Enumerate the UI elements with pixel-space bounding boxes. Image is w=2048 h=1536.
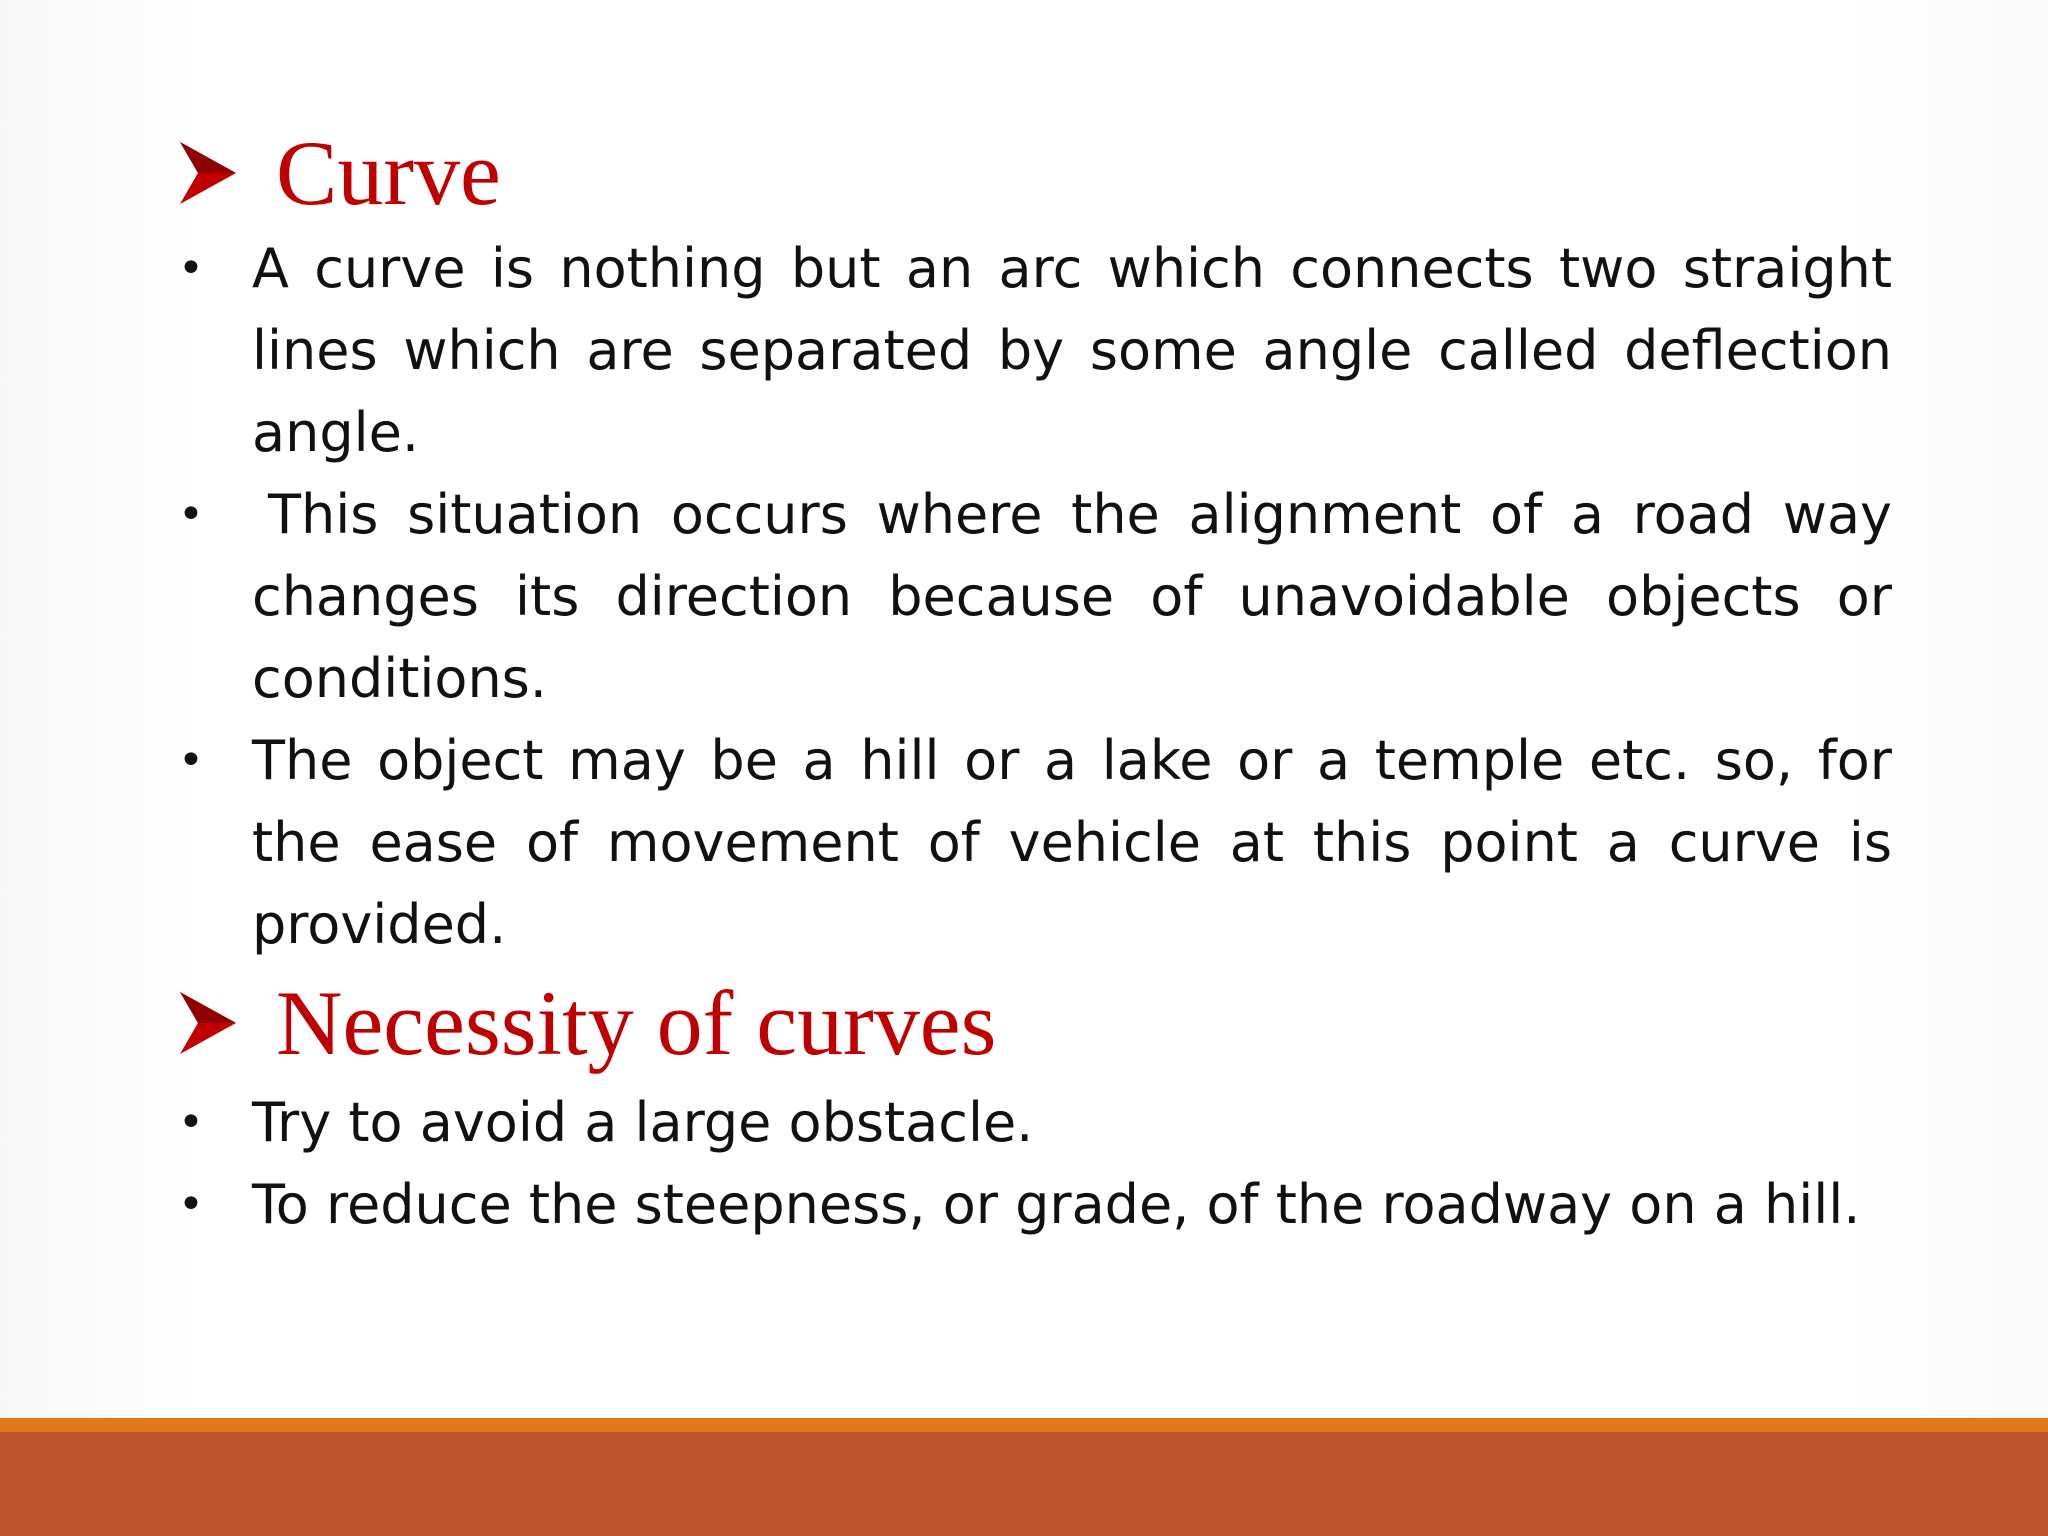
heading-text: Curve (276, 122, 501, 224)
bullet-dot-icon: • (178, 735, 204, 786)
list-item-text: This situation occurs where the alignment of a road way changes its direction because of unavoidable objects or conditions. (252, 483, 1892, 710)
necessity-bullet-list (178, 1082, 1892, 1246)
list-item-text: The object may be a hill or a lake or a temple etc. so, for the ease of movement of vehicle at this point a curve is provided. (252, 729, 1892, 956)
section-heading-necessity (178, 968, 1892, 1078)
list-item (178, 474, 1892, 720)
slide-content (178, 118, 1892, 1246)
heading-text: Necessity of curves (276, 972, 997, 1074)
list-item-text: A curve is nothing but an arc which connects two straight lines which are separated by some angle called deflection angle. (252, 237, 1892, 464)
section-heading-curve (178, 118, 1892, 228)
arrowhead-bullet-icon (178, 140, 238, 206)
list-item-text: Try to avoid a large obstacle. (252, 1091, 1034, 1154)
bullet-dot-icon: • (178, 1179, 204, 1230)
bullet-dot-icon: • (178, 489, 204, 540)
list-item (178, 720, 1892, 966)
list-item (178, 228, 1892, 474)
list-item (178, 1164, 1892, 1246)
footer-band (0, 1432, 2048, 1536)
arrowhead-bullet-icon (178, 990, 238, 1056)
bullet-dot-icon: • (178, 243, 204, 294)
footer-accent-line (0, 1418, 2048, 1432)
curve-bullet-list (178, 228, 1892, 966)
list-item-text: To reduce the steepness, or grade, of the roadway on a hill. (252, 1173, 1861, 1236)
list-item (178, 1082, 1892, 1164)
bullet-dot-icon: • (178, 1097, 204, 1148)
